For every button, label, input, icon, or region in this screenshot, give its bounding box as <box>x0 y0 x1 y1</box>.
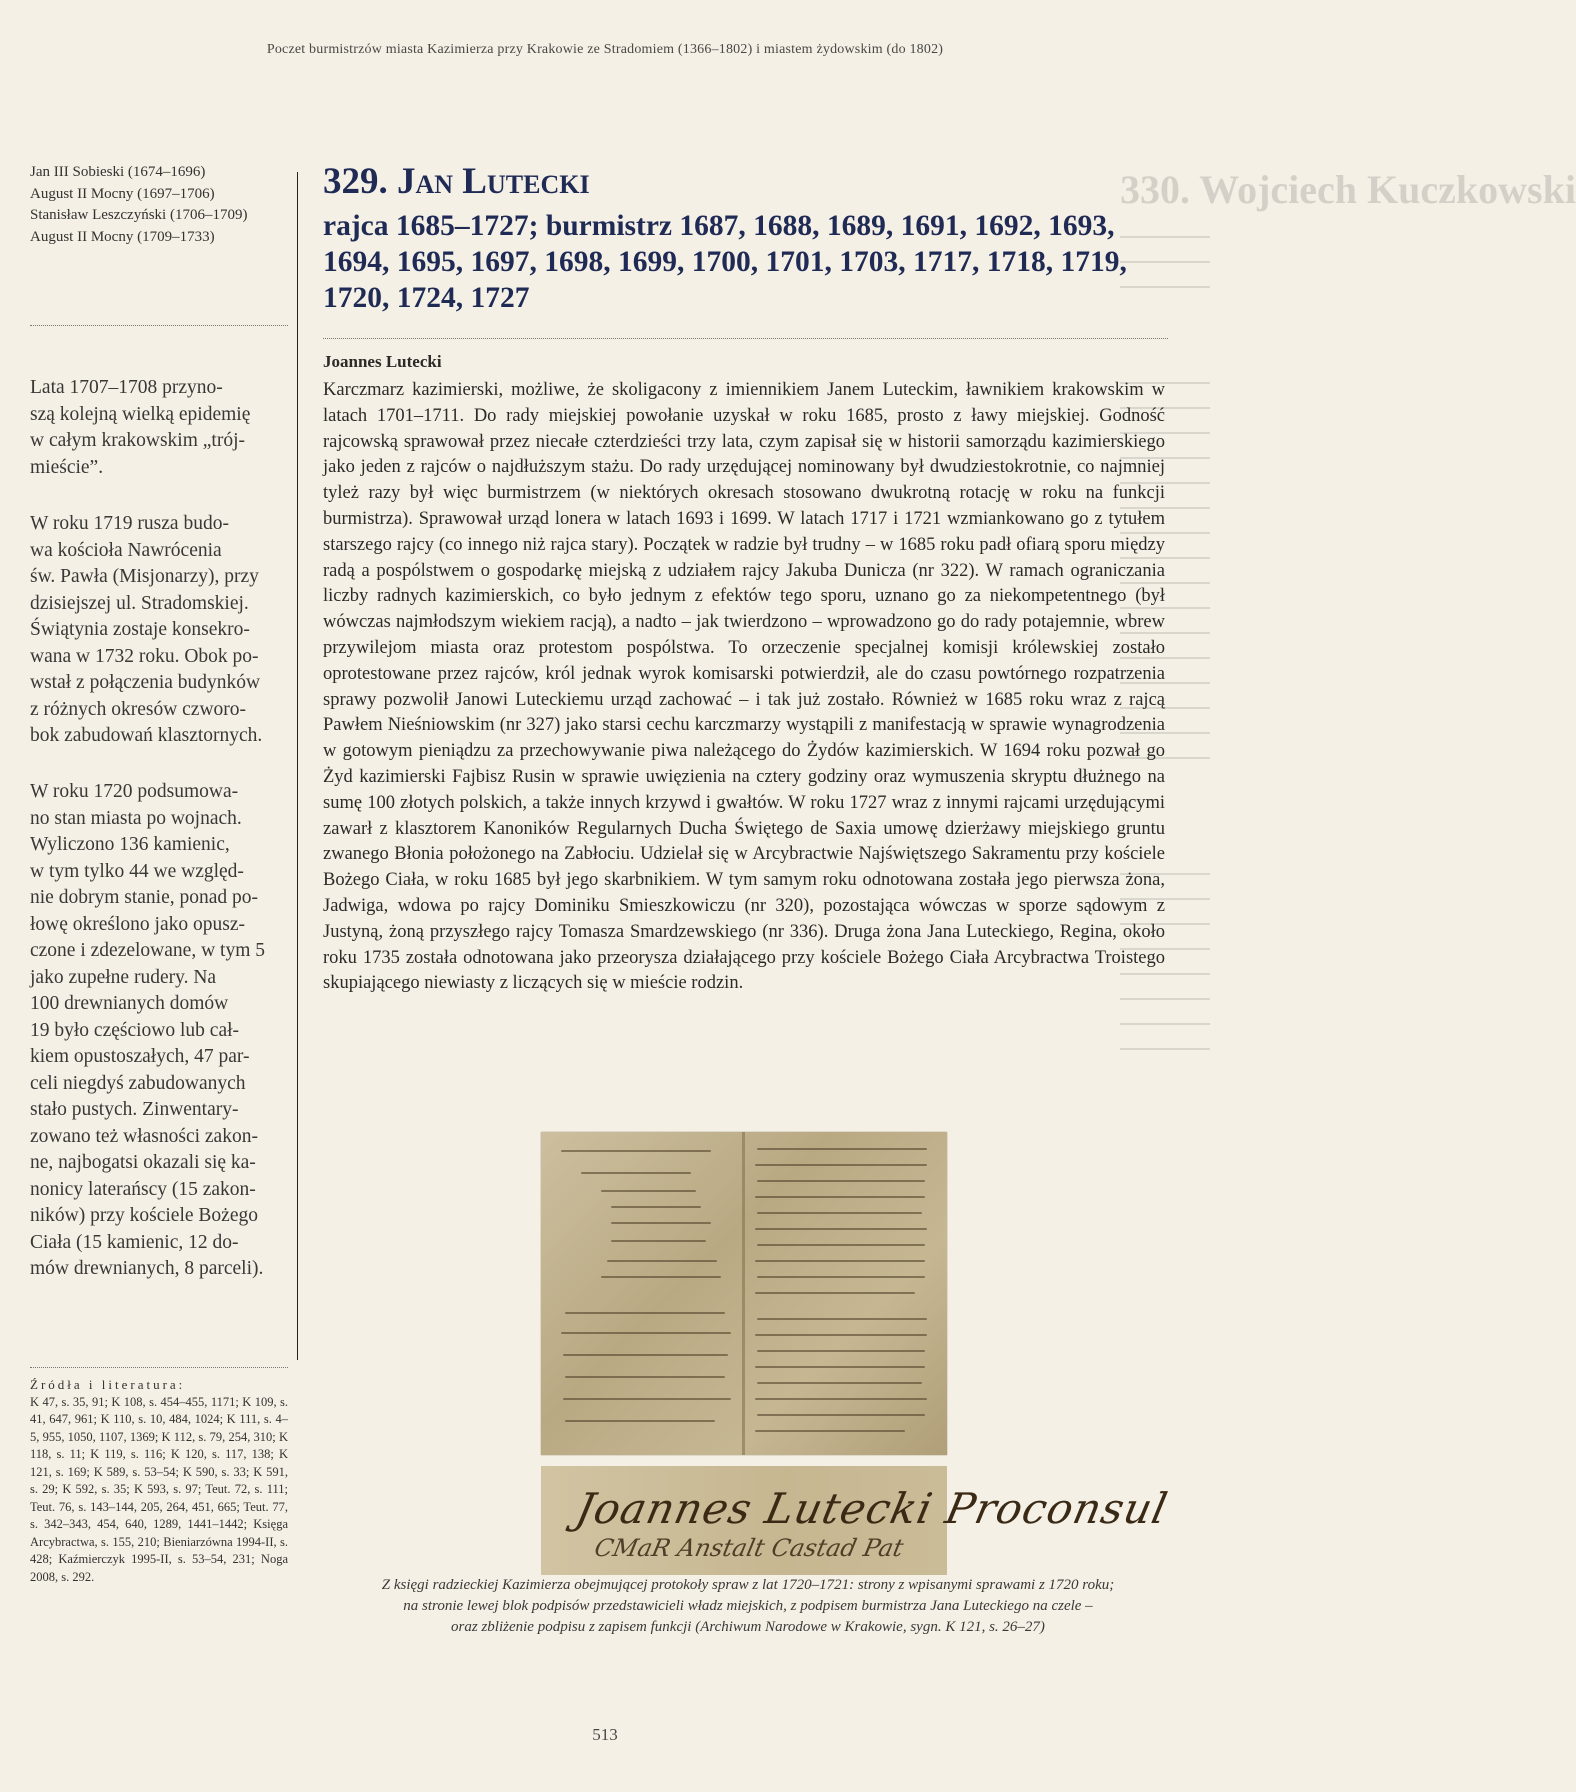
entry-name: Jan Lutecki <box>397 161 590 202</box>
caption-line: oraz zbliżenie podpisu z zapisem funkcji (Archiwum Narodowe w Krakowie, sygn. K 121, s. 26–27) <box>451 1619 1045 1635</box>
body-paragraph: Karczmarz kazimierski, możliwe, że skoligacony z imiennikiem Janem Luteckim, ławnikiem krakowskim w latach 1701–1711. Do rady miejskiej powołanie uzyskał w roku 1685, prosto z ławy miejskiej. Godność rajcowską sprawował przez niecałe czterdzieści trzy lata, czym zapisał się w historii samorządu kazimierskiego jako jeden z rajców o najdłuższym stażu. Do rady urzędującej nominowany był dwudziestokrotnie, co najmniej tyleż razy był więc burmistrzem (w niektórych okresach stosowano dwukrotną rotację w roku na funkcji burmistrza). Sprawował urząd lonera w latach 1693 i 1699. W latach 1717 i 1721 wzmiankowano go z tytułem starszego rajcy (co innego niż rajca stary). Początek w radzie był trudny – w 1685 roku padł ofiarą sporu między radą a pospólstwem o gospodarkę miejską z udziałem rajcy Jakuba Dunicza (nr 322). W ramach ograniczania liczby radnych kazimierskich, co było jednym z efektów tego sporu, uznano go za niekompetentnego (był wówczas najmłodszym wiekiem racją), a nadto – jak twierdzono – wprowadzono go do rady potajemnie, wbrew przywilejom miasta oraz protestom pospólstwa. To orzeczenie specjalnej komisji królewskiej zostało oprotestowane przez rajców, król jednak wyrok komisarski potwierdził, ale do czasu powtórnego rozpatrzenia sprawy pozwolił Janowi Luteckiemu urząd zachować – i tak już zostało. Również w 1685 roku wraz z rajcą Pawłem Nieśniowskim (nr 327) jako starsi cechu karczmarzy wystąpili z manifestacją w sprawie wynagrodzenia w gotowym pieniądzu za przechowywanie piwa należącego do Żydów kazimierskich. W 1694 roku pozwał go Żyd kazimierski Fajbisz Rusin w sprawie uwięzienia na cztery godziny oraz wymuszenia skryptu dłużnego na sumę 100 złotych polskich, a także innych krzywd i gwałtów. W roku 1727 wraz z innymi rajcami urzędującymi zawarł z klasztorem Kanoników Regularnych Ducha Świętego de Saxia umowę dzierżawy miejskiego gruntu zwanego Błonia położonego na Zabłociu. Udzielał się w Arcybractwie Najświętszego Sakramentu przy kościele Bożego Ciała, w roku 1685 był jego skarbnikiem. W tym samym roku odnotowana została jego pierwsza żona, Jadwiga, wdowa po rajcy Dominiku Smieszkowiczu (nr 320), pozostająca wówczas w sporze sądowym z Justyną, żoną przyszłego rajcy Tomasza Smardzewskiego (nr 336). Druga żona Jana Luteckiego, Regina, około roku 1735 została odnotowana jako przeorysza działającego przy kościele Bożego Ciała Arcybractwa Troistego skupiającego niewiasty z liczących się w mieście rodzin. <box>323 380 1165 994</box>
side-note-line: dzisiejszej ul. Stradomskiej. <box>30 592 249 614</box>
signature-text: Joannes Lutecki Proconsul <box>571 1484 1173 1533</box>
caption-line: na stronie lewej blok podpisów przedstawicieli władz miejskich, z podpisem burmistrza Jana Luteckiego na czele – <box>403 1598 1093 1614</box>
side-note-line: nonicy laterańscy (15 zakon- <box>30 1178 256 1200</box>
side-note-line: W roku 1719 rusza budo- <box>30 513 229 534</box>
side-note-line: mieście”. <box>30 456 104 478</box>
side-note-line: Świątynia zostaje konsekro- <box>30 619 250 640</box>
side-note-line: Ciała (15 kamienic, 12 do- <box>30 1231 239 1253</box>
figure-caption <box>318 1575 1178 1638</box>
manuscript-pages-image <box>541 1132 947 1455</box>
side-note-line: Lata 1707–1708 przyno- <box>30 377 223 398</box>
side-note-line: stało pustych. Zinwentary- <box>30 1099 239 1120</box>
ruler-entry: Stanisław Leszczyński (1706–1709) <box>30 207 248 224</box>
column-divider <box>297 172 298 1360</box>
side-note-line: jako zupełne rudery. Na <box>30 966 217 988</box>
side-note-line: 19 było częściowo lub cał- <box>30 1019 240 1041</box>
sources-text: K 47, s. 35, 91; K 108, s. 454–455, 1171; K 109, s. 41, 647, 961; K 110, s. 10, 484, 1024; K 111, s. 4–5, 955, 1050, 1107, 1369; K 112, s. 79, 254, 310; K 118, s. 11; K 119, s. 116; K 120, s. 117, 138; K 121, s. 169; K 589, s. 53–54; K 590, s. 33; K 591, s. 29; K 592, s. 35; K 593, s. 97; Teut. 72, s. 111; Teut. 76, s. 143–144, 205, 264, 451, 665; Teut. 77, s. 342–343, 454, 640, 1289, 1441–1442; Księga Arcybractwa, s. 155, 210; Bieniarzówna 1994-II, s. 428; Kaźmierczyk 1995-II, s. 53–54, 231; Noga 2008, s. 292. <box>30 1394 288 1584</box>
side-note-line: łowę określono jako opusz- <box>30 913 245 935</box>
entry-divider <box>323 338 1168 339</box>
ruler-list <box>30 162 288 248</box>
side-note-line: nie dobrym stanie, ponad po- <box>30 887 258 908</box>
side-note-line: W roku 1720 podsumowa- <box>30 781 239 802</box>
sources-block <box>30 1376 288 1586</box>
side-note-line: czone i zdezelowane, w tym 5 <box>30 940 265 961</box>
side-note-line: celi niegdyś zabudowanych <box>30 1072 246 1094</box>
ruler-entry: August II Mocny (1709–1733) <box>30 228 215 245</box>
side-note-line: w całym krakowskim „trój- <box>30 430 245 451</box>
side-note-line: bok zabudowań klasztornych. <box>30 725 263 746</box>
side-note-line: no stan miasta po wojnach. <box>30 807 242 829</box>
entry-title <box>323 160 1165 204</box>
left-divider <box>30 325 288 326</box>
side-note-epidemic <box>30 375 288 481</box>
side-note-line: św. Pawła (Misjonarzy), przy <box>30 566 259 587</box>
side-note-line: 100 drewnianych domów <box>30 993 229 1014</box>
signature-function-text: CMaR Anstalt Castad Pat <box>592 1534 906 1562</box>
ruler-entry: Jan III Sobieski (1674–1696) <box>30 164 206 180</box>
side-note-line: ników) przy kościele Bożego <box>30 1205 258 1226</box>
entry-number: 329. <box>323 161 388 202</box>
running-head: Poczet burmistrzów miasta Kazimierza przy Krakowie ze Stradomiem (1366–1802) i miastem żydowskim (do 1802) <box>266 42 944 57</box>
latin-name: Joannes Lutecki <box>323 352 442 371</box>
sources-heading: Źródła i literatura: <box>30 1377 186 1392</box>
side-note-line: Wyliczono 136 kamienic, <box>30 834 230 855</box>
side-note-line: wstał z połączenia budynków <box>30 672 261 693</box>
side-note-line: szą kolejną wielką epidemię <box>30 403 251 425</box>
ruler-entry: August II Mocny (1697–1706) <box>30 185 215 202</box>
side-note-line: kiem opustoszałych, 47 par- <box>30 1046 250 1067</box>
side-note-line: mów drewnianych, 8 parceli). <box>30 1258 264 1279</box>
side-note-line: zowano też własności zakon- <box>30 1125 258 1147</box>
entry-offices: rajca 1685–1727; burmistrz 1687, 1688, 1689, 1691, 1692, 1693, 1694, 1695, 1697, 1698, 1699, 1700, 1701, 1703, 1717, 1718, 1719, 1720, 1724, 1727 <box>323 210 1127 314</box>
sources-divider <box>30 1367 288 1368</box>
signature-closeup-image <box>541 1466 1173 1575</box>
side-note-census <box>30 779 288 1283</box>
manuscript-figure <box>541 1132 1173 1575</box>
side-note-line: wa kościoła Nawrócenia <box>30 539 222 561</box>
side-note-church <box>30 511 288 750</box>
page-number: 513 <box>592 1725 618 1744</box>
entry-header <box>323 160 1165 316</box>
entry-body <box>323 378 1165 997</box>
side-note-line: ne, najbogatsi okazali się ka- <box>30 1152 256 1173</box>
side-note-line: w tym tylko 44 we względ- <box>30 860 244 882</box>
side-note-line: z różnych okresów czworo- <box>30 698 247 720</box>
ghost-title: 330. Wojciech Kuczkowski <box>1120 167 1576 212</box>
side-note-line: wana w 1732 roku. Obok po- <box>30 645 259 667</box>
caption-line: Z księgi radzieckiej Kazimierza obejmującej protokoły spraw z lat 1720–1721: strony z wpisanymi sprawami z 1720 roku; <box>381 1577 1115 1593</box>
